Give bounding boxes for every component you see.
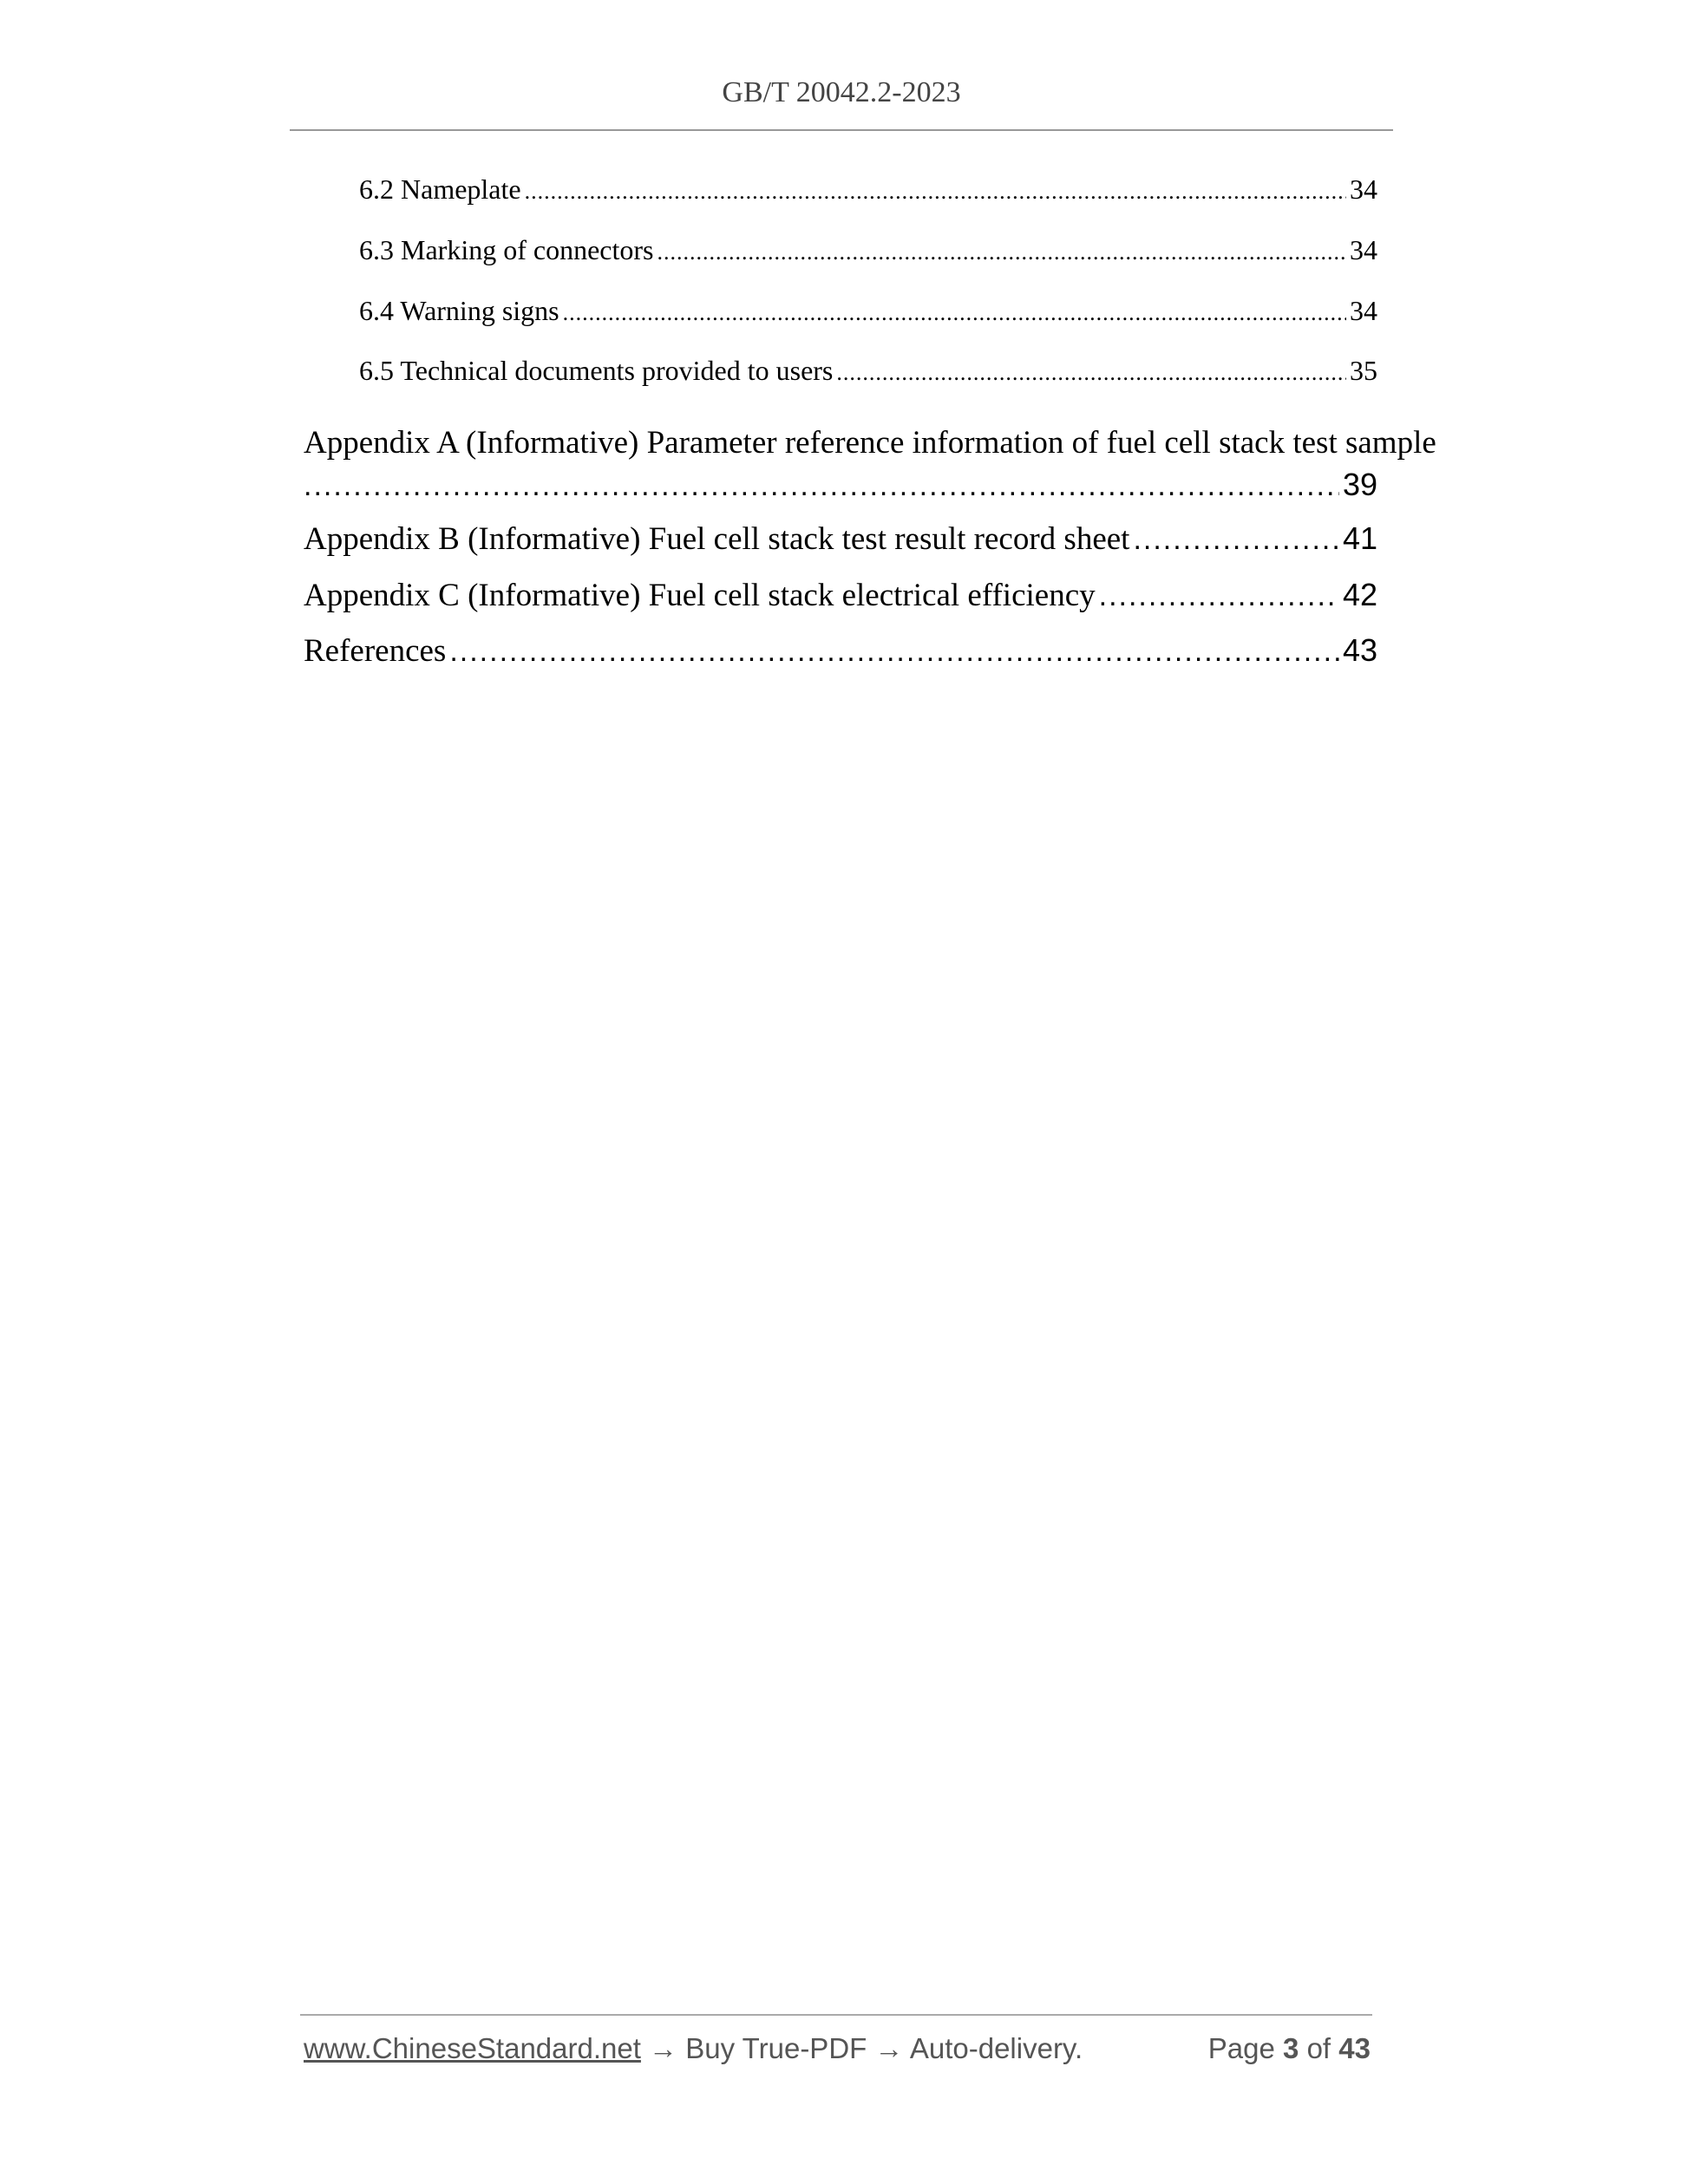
toc-entry-page: 39: [1342, 467, 1377, 502]
toc-entry-page: 35: [1350, 355, 1377, 386]
toc-entry-page: 34: [1350, 173, 1377, 205]
page-indicator: [1208, 2032, 1371, 2065]
toc-entry-6-3[interactable]: [359, 234, 1377, 266]
dot-leader: [1099, 579, 1339, 613]
page-of: of: [1306, 2032, 1331, 2064]
dot-leader: [657, 239, 1346, 265]
toc-entry-appendix-a-title[interactable]: Appendix A (Informative) Parameter reference information of fuel cell stack test sample: [304, 425, 1436, 461]
toc-entry-title: Appendix B (Informative) Fuel cell stack test result record sheet: [304, 521, 1130, 557]
dot-leader: [1133, 523, 1339, 557]
header-divider: [290, 129, 1393, 131]
toc-entry-title: 6.3 Marking of connectors: [359, 234, 654, 265]
auto-delivery-text: Auto-delivery.: [909, 2032, 1083, 2064]
toc-entry-title: 6.2 Nameplate: [359, 173, 521, 205]
toc-entry-6-2[interactable]: [359, 173, 1377, 206]
page-footer: [304, 2032, 1371, 2065]
footer-promo: [304, 2032, 1083, 2065]
toc-entry-page: 34: [1350, 295, 1377, 326]
toc-entry-appendix-a[interactable]: [304, 467, 1377, 503]
website-link[interactable]: www.ChineseStandard.net: [304, 2032, 641, 2064]
document-code-header: GB/T 20042.2-2023: [722, 76, 961, 108]
toc-entry-title: Appendix C (Informative) Fuel cell stack electrical efficiency: [304, 578, 1096, 613]
dot-leader: [563, 300, 1346, 326]
toc-entry-6-4[interactable]: [359, 295, 1377, 327]
footer-divider: [300, 2014, 1372, 2016]
toc-entry-title: References: [304, 633, 447, 669]
page-current: 3: [1283, 2032, 1299, 2064]
toc-entry-page: 41: [1342, 520, 1377, 556]
toc-entry-page: 34: [1350, 234, 1377, 265]
buy-true-pdf-text: Buy True-PDF: [685, 2032, 867, 2064]
page-label: Page: [1207, 2032, 1275, 2064]
toc-entry-references[interactable]: [304, 632, 1377, 670]
toc-entry-title: 6.4 Warning signs: [359, 295, 559, 326]
dot-leader: [525, 179, 1346, 205]
toc-entry-page: 42: [1342, 577, 1377, 612]
toc-entry-appendix-b[interactable]: [304, 520, 1377, 558]
toc-entry-6-5[interactable]: [359, 355, 1377, 387]
toc-entry-title: 6.5 Technical documents provided to users: [359, 355, 834, 386]
dot-leader: [836, 360, 1346, 386]
page-total: 43: [1338, 2032, 1371, 2064]
arrow-right-icon: →: [649, 2032, 678, 2064]
toc-entry-appendix-c[interactable]: [304, 577, 1377, 614]
arrow-right-icon: →: [874, 2032, 904, 2064]
dot-leader: [449, 635, 1339, 669]
dot-leader: [304, 469, 1339, 503]
toc-entry-page: 43: [1342, 632, 1377, 668]
